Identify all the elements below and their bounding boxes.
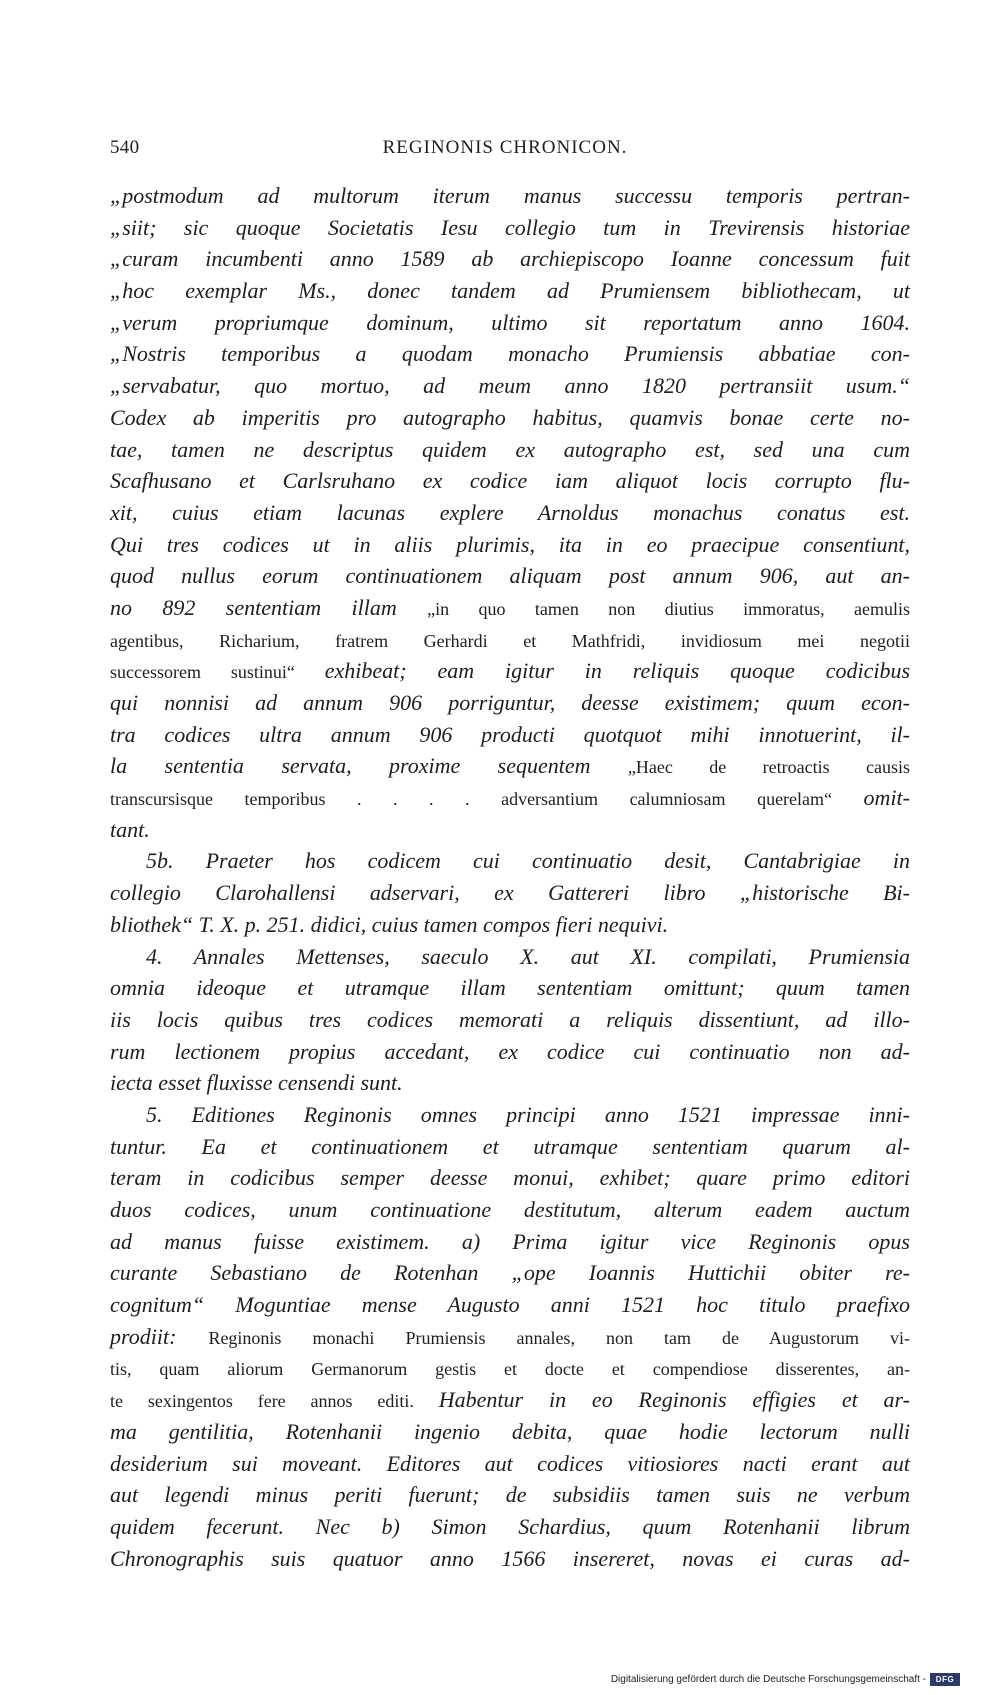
text-segment: „siit; sic quoque Societatis Iesu collegio tum in Trevirensis historiae <box>110 214 910 240</box>
text-segment: tae, tamen ne descriptus quidem ex autographo est, sed una cum <box>110 436 910 462</box>
text-segment: desiderium sui moveant. Editores aut codices vitiosiores nacti erant aut <box>110 1450 910 1476</box>
running-head <box>110 137 900 165</box>
text-line <box>110 529 910 561</box>
text-segment: exhibeat; eam igitur in reliquis quoque codicibus <box>324 658 911 684</box>
text-segment: quod nullus eorum continuationem aliquam post annum 906, aut an- <box>110 563 910 589</box>
text-line <box>110 814 910 846</box>
text-line <box>110 941 910 973</box>
text-line <box>110 1004 910 1036</box>
text-line <box>110 1131 910 1163</box>
text-segment: aut legendi minus periti fuerunt; de subsidiis tamen suis ne verbum <box>110 1482 910 1508</box>
text-segment: teram in codicibus semper deesse monui, exhibet; quare primo editori <box>110 1165 910 1191</box>
text-line <box>110 845 910 877</box>
dfg-logo: DFG <box>930 1673 960 1686</box>
text-line <box>110 1036 910 1068</box>
text-segment: „postmodum ad multorum iterum manus successu temporis pertran- <box>110 183 910 208</box>
text-segment: prodiit: <box>110 1323 209 1349</box>
text-segment: cognitum“ Moguntiae mense Augusto anni 1521 hoc titulo praefixo <box>110 1292 910 1318</box>
text-line <box>110 338 910 370</box>
text-segment: iis locis quibus tres codices memorati a reliquis dissentiunt, ad illo- <box>110 1006 910 1032</box>
text-line <box>110 655 910 687</box>
text-segment: quidem fecerunt. Nec b) Simon Schardius, quum Rotenhanii librum <box>110 1513 910 1539</box>
text-segment: omit- <box>863 785 910 811</box>
text-segment: ma gentilitia, Rotenhanii ingenio debita, quae hodie lectorum nulli <box>110 1418 910 1444</box>
text-segment: duos codices, unum continuatione destitutum, alterum eadem auctum <box>110 1197 910 1222</box>
text-line <box>110 402 910 434</box>
text-segment: Qui tres codices ut in aliis plurimis, ita in eo praecipue consentiunt, <box>110 531 910 557</box>
quoted-text: „in quo tamen non diutius immoratus, aemulis <box>427 598 910 619</box>
text-line <box>110 1067 910 1099</box>
text-segment: ad manus fuisse existimem. a) Prima igitur vice Reginonis opus <box>110 1228 910 1254</box>
text-segment: bliothek“ T. X. p. 251. didici, cuius tamen compos fieri nequivi. <box>110 911 669 937</box>
quoted-text: Reginonis monachi Prumiensis annales, non tam de Augustorum vi- <box>208 1327 910 1348</box>
text-line <box>110 1543 910 1575</box>
text-line <box>110 1384 910 1416</box>
text-line <box>110 782 910 814</box>
text-segment: qui nonnisi ad annum 906 porriguntur, deesse existimem; quum econ- <box>110 690 910 715</box>
text-line <box>110 180 910 212</box>
text-line <box>110 1352 910 1384</box>
digitization-footer <box>611 1671 960 1687</box>
text-segment: curante Sebastiano de Rotenhan „ope Ioannis Huttichii obiter re- <box>110 1260 910 1286</box>
text-line <box>110 560 910 592</box>
quoted-text: successorem sustinui“ <box>110 662 325 683</box>
running-title: REGINONIS CHRONICON. <box>382 137 628 158</box>
text-line <box>110 1511 910 1543</box>
text-segment: omnia ideoque et utramque illam sententiam omittunt; quum tamen <box>110 975 910 1001</box>
text-line <box>110 1194 910 1226</box>
text-segment: rum lectionem propius accedant, ex codice cui continuatio non ad- <box>110 1038 910 1064</box>
text-segment: iecta esset fluxisse censendi sunt. <box>110 1070 403 1096</box>
quoted-text: agentibus, Richarium, fratrem Gerhardi et Mathfridi, invidiosum mei negotii <box>110 630 910 651</box>
text-segment: „curam incumbenti anno 1589 ab archiepiscopo Ioanne concessum fuit <box>110 246 910 272</box>
funding-notice: Digitalisierung gefördert durch die Deutsche Forschungsgemeinschaft - <box>610 1673 926 1685</box>
body-text <box>110 180 910 1574</box>
text-line <box>110 434 910 466</box>
text-line <box>110 1289 910 1321</box>
text-line <box>110 307 910 339</box>
text-segment: 4. Annales Mettenses, saeculo X. aut XI. compilati, Prumiensia <box>146 943 910 969</box>
text-segment: tra codices ultra annum 906 producti quotquot mihi innotuerint, il- <box>110 721 910 747</box>
text-line <box>110 909 910 941</box>
text-segment: 5. Editiones Reginonis omnes principi anno 1521 impressae inni- <box>146 1101 910 1127</box>
text-line <box>110 1099 910 1131</box>
text-line <box>110 497 910 529</box>
text-line <box>110 1162 910 1194</box>
text-line <box>110 687 910 719</box>
text-line <box>110 275 910 307</box>
text-segment: no 892 sententiam illam <box>110 594 428 620</box>
text-segment: 5b. Praeter hos codicem cui continuatio desit, Cantabrigiae in <box>146 848 910 874</box>
text-line <box>110 1416 910 1448</box>
text-line <box>110 1257 910 1289</box>
text-segment: la sententia servata, proxime sequentem <box>110 753 628 779</box>
text-line <box>110 750 910 782</box>
text-segment: „hoc exemplar Ms., donec tandem ad Prumiensem bibliothecam, ut <box>110 278 910 304</box>
text-segment: tuntur. Ea et continuationem et utramque sententiam quarum al- <box>110 1133 910 1159</box>
text-line <box>110 719 910 751</box>
text-segment: collegio Clarohallensi adservari, ex Gattereri libro „historische Bi- <box>110 880 910 906</box>
text-line <box>110 1479 910 1511</box>
text-line <box>110 1448 910 1480</box>
text-segment: tant. <box>110 816 150 842</box>
text-line <box>110 370 910 402</box>
text-segment: xit, cuius etiam lacunas explere Arnoldus monachus conatus est. <box>110 499 910 525</box>
text-segment: „verum propriumque dominum, ultimo sit reportatum anno 1604. <box>110 309 910 335</box>
text-line <box>110 465 910 497</box>
text-line <box>110 212 910 244</box>
text-line <box>110 592 910 624</box>
text-line <box>110 624 910 656</box>
text-segment: Habentur in eo Reginonis effigies et ar- <box>438 1387 911 1413</box>
text-segment: Scafhusano et Carlsruhano ex codice iam aliquot locis corrupto flu- <box>110 468 910 494</box>
quoted-text: te sexingentos fere annos editi. <box>110 1391 439 1412</box>
text-segment: „Nostris temporibus a quodam monacho Prumiensis abbatiae con- <box>110 341 910 367</box>
page-number: 540 <box>110 137 140 158</box>
quoted-text: „Haec de retroactis causis <box>627 757 911 778</box>
quoted-text: transcursisque temporibus . . . . adversantium calumniosam querelam“ <box>110 789 864 810</box>
text-line <box>110 972 910 1004</box>
text-segment: Codex ab imperitis pro autographo habitus, quamvis bonae certe no- <box>110 404 910 430</box>
text-line <box>110 243 910 275</box>
text-line <box>110 1321 910 1353</box>
text-segment: Chronographis suis quatuor anno 1566 insereret, novas ei curas ad- <box>110 1545 910 1571</box>
text-line <box>110 877 910 909</box>
quoted-text: tis, quam aliorum Germanorum gestis et docte et compendiose disserentes, an- <box>110 1359 910 1380</box>
text-segment: „servabatur, quo mortuo, ad meum anno 1820 pertransiit usum.“ <box>110 373 910 399</box>
text-line <box>110 1226 910 1258</box>
